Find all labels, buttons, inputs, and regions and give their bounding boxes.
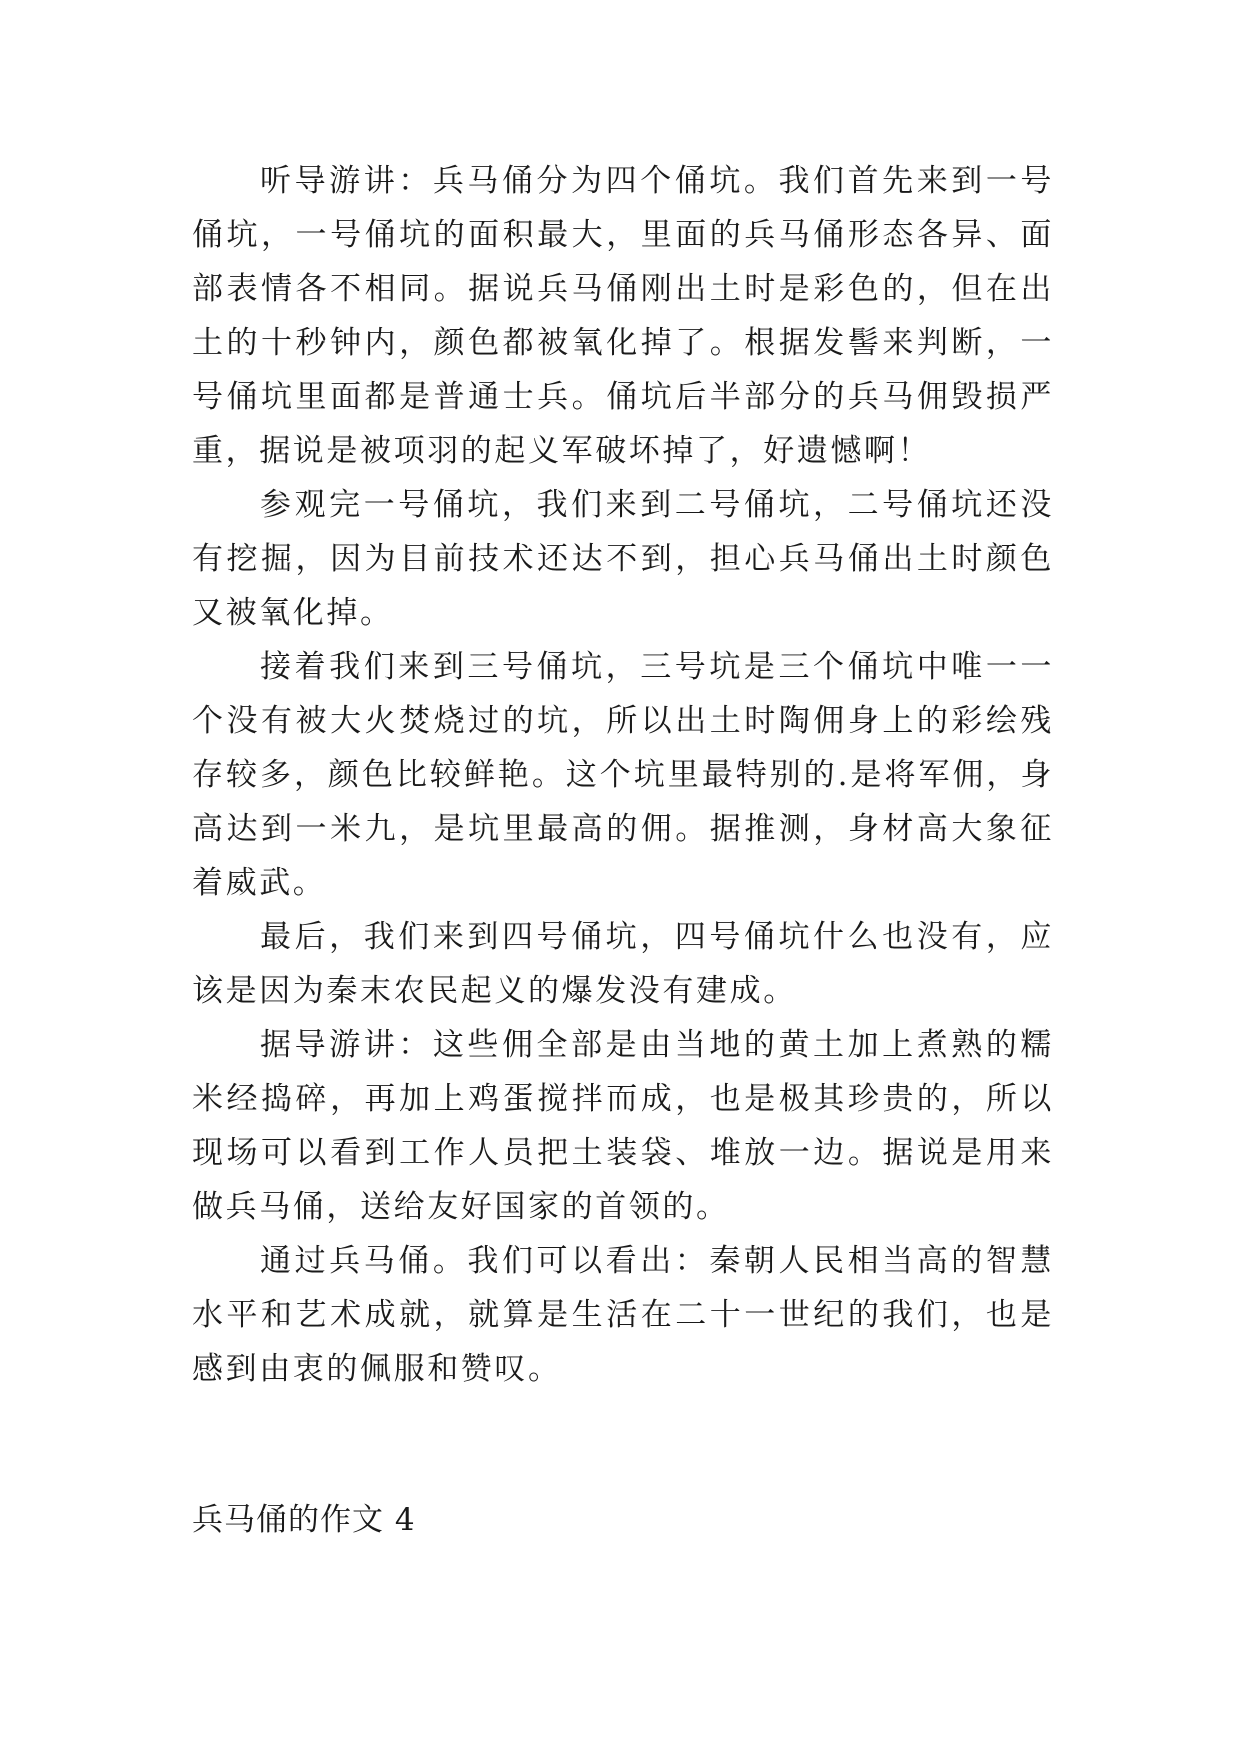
paragraph-5: 据导游讲：这些佣全部是由当地的黄土加上煮熟的糯米经捣碎，再加上鸡蛋搅拌而成，也是极其珍贵的，所以现场可以看到工作人员把土装袋、堆放一边。据说是用来做兵马俑，送给友好国家的首领的。 [192,1027,1054,1225]
paragraph-3: 接着我们来到三号俑坑，三号坑是三个俑坑中唯一一个没有被大火焚烧过的坑，所以出土时陶佣身上的彩绘残存较多，颜色比较鲜艳。这个坑里最特别的.是将军佣，身高达到一米九，是坑里最高的佣。据推测，身材高大象征着威武。 [192,649,1054,901]
paragraph-6: 通过兵马俑。我们可以看出：秦朝人民相当高的智慧水平和艺术成就，就算是生活在二十一世纪的我们，也是感到由衷的佩服和赞叹。 [192,1243,1054,1387]
section-heading: 兵马俑的作文 4 [192,1502,416,1538]
paragraph-2: 参观完一号俑坑，我们来到二号俑坑，二号俑坑还没有挖掘，因为目前技术还达不到，担心兵马俑出土时颜色又被氧化掉。 [192,487,1054,631]
document-body [192,154,1054,1396]
paragraph-1: 听导游讲：兵马俑分为四个俑坑。我们首先来到一号俑坑，一号俑坑的面积最大，里面的兵马俑形态各异、面部表情各不相同。据说兵马俑刚出土时是彩色的，但在出土的十秒钟内，颜色都被氧化掉了。根据发髻来判断，一号俑坑里面都是普通士兵。俑坑后半部分的兵马佣毁损严重，据说是被项羽的起义军破坏掉了，好遗憾啊！ [192,163,1054,469]
paragraph-4: 最后，我们来到四号俑坑，四号俑坑什么也没有，应该是因为秦末农民起义的爆发没有建成。 [192,919,1054,1009]
